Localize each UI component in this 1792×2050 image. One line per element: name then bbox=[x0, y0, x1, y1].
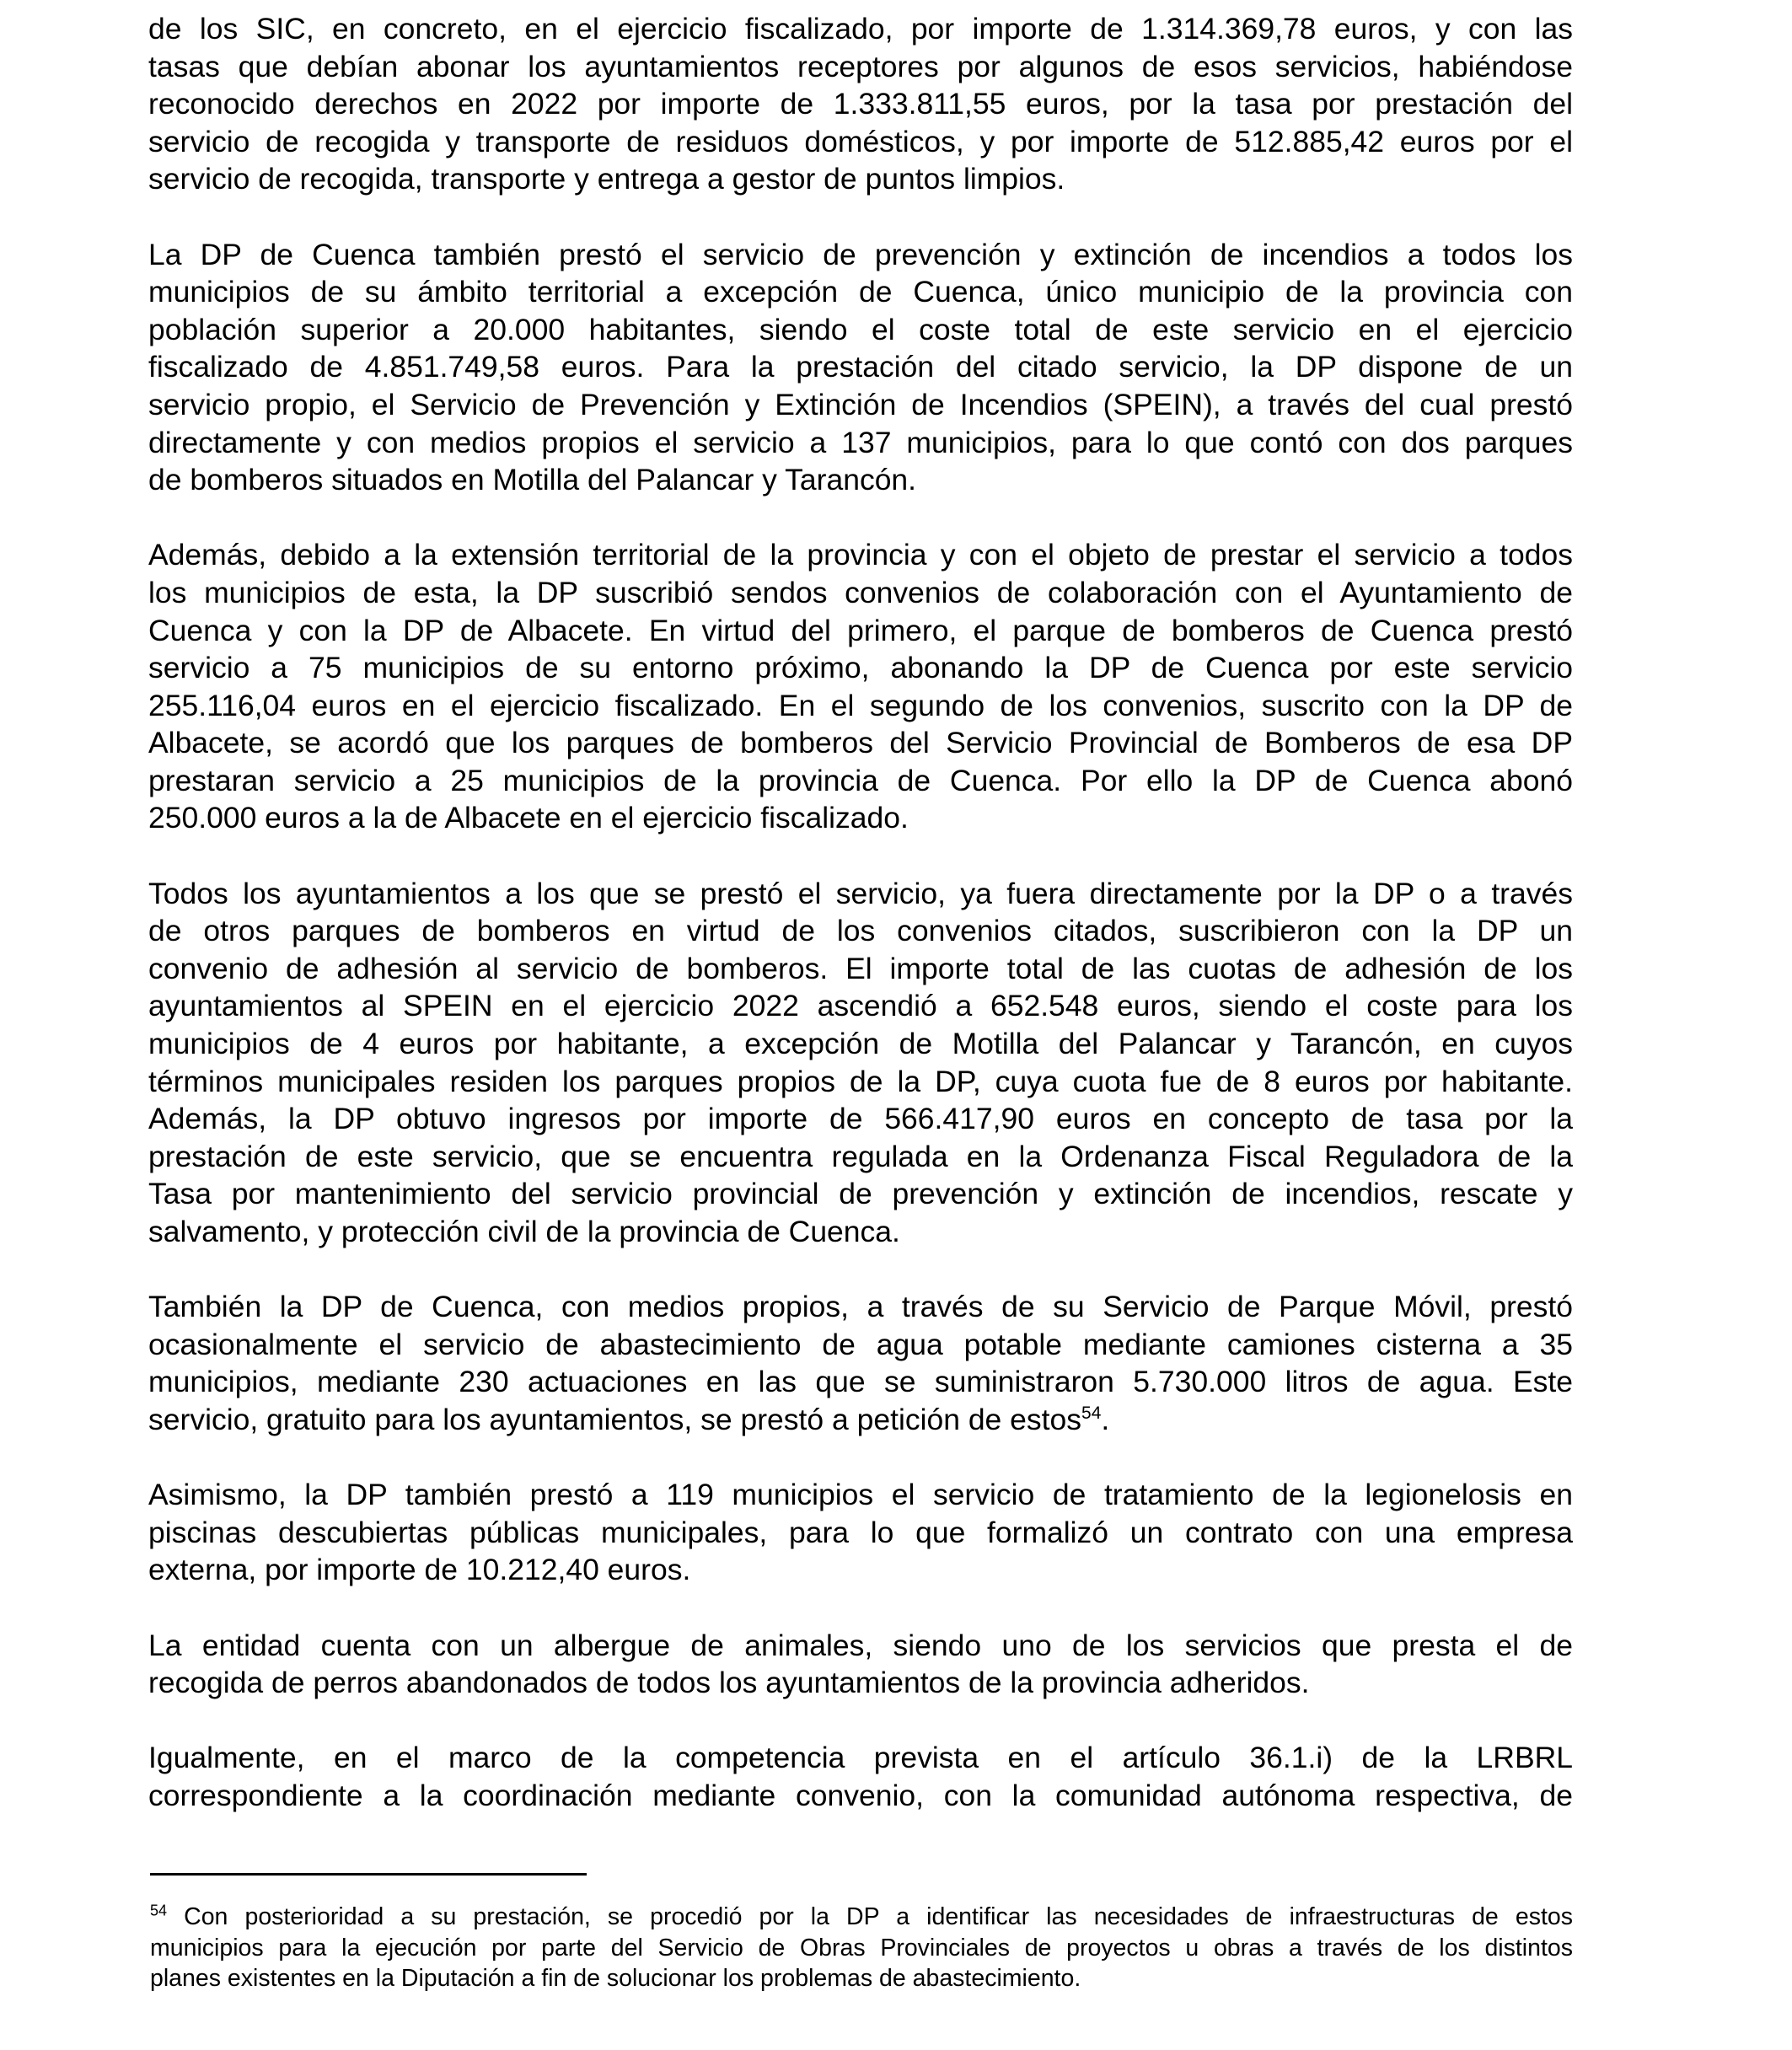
text-line: Albacete, se acordó que los parques de bomberos del Servicio Provincial de Bomberos de esa DP bbox=[148, 726, 1573, 760]
text-line: de otros parques de bomberos en virtud de los convenios citados, suscribieron con la DP un bbox=[148, 914, 1573, 948]
text-line: municipios, mediante 230 actuaciones en las que se suministraron 5.730.000 litros de agua. Este bbox=[148, 1365, 1573, 1399]
text-line: ocasionalmente el servicio de abastecimiento de agua potable mediante camiones cisterna a 35 bbox=[148, 1327, 1573, 1361]
footnote-line bbox=[150, 1902, 1573, 1933]
text-line: términos municipales residen los parques propios de la DP, cuya cuota fue de 8 euros por habitante. bbox=[148, 1064, 1573, 1098]
text-line: municipios de 4 euros por habitante, a excepción de Motilla del Palancar y Tarancón, en cuyos bbox=[148, 1027, 1573, 1061]
text-line: servicio de recogida, transporte y entrega a gestor de puntos limpios. bbox=[148, 162, 1065, 196]
line-text: . bbox=[1101, 1402, 1110, 1436]
footnote-reference: 54 bbox=[1081, 1403, 1102, 1424]
text-line: municipios de su ámbito territorial a excepción de Cuenca, único municipio de la provincia con bbox=[148, 275, 1573, 309]
footnote-number: 54 bbox=[150, 1902, 168, 1919]
paragraph bbox=[148, 536, 1573, 837]
footnote bbox=[150, 1902, 1573, 1994]
footnote-line: planes existentes en la Diputación a fin de solucionar los problemas de abastecimiento. bbox=[150, 1965, 1081, 1993]
paragraph bbox=[148, 1476, 1573, 1589]
text-line: prestaran servicio a 25 municipios de la provincia de Cuenca. Por ello la DP de Cuenca abonó bbox=[148, 763, 1573, 797]
document-body bbox=[148, 10, 1573, 1852]
text-line: fiscalizado de 4.851.749,58 euros. Para la prestación del citado servicio, la DP dispone de un bbox=[148, 350, 1573, 384]
text-line: 250.000 euros a la de Albacete en el ejercicio fiscalizado. bbox=[148, 801, 909, 835]
footnote-text: Con posterioridad a su prestación, se procedió por la DP a identificar las necesidades de infraestructuras de estos bbox=[167, 1903, 1573, 1930]
text-line: Tasa por mantenimiento del servicio provincial de prevención y extinción de incendios, rescate y bbox=[148, 1177, 1573, 1211]
text-line: Además, la DP obtuvo ingresos por importe de 566.417,90 euros en concepto de tasa por la bbox=[148, 1102, 1573, 1136]
text-line: población superior a 20.000 habitantes, siendo el coste total de este servicio en el ejercicio bbox=[148, 312, 1573, 346]
footnote-separator bbox=[150, 1873, 587, 1876]
paragraph bbox=[148, 1627, 1573, 1702]
text-line: salvamento, y protección civil de la provincia de Cuenca. bbox=[148, 1215, 900, 1248]
footnote-line: municipios para la ejecución por parte del Servicio de Obras Provinciales de proyectos u obras a través de los distintos bbox=[150, 1934, 1573, 1961]
text-line bbox=[148, 1401, 1573, 1439]
text-line: prestación de este servicio, que se encuentra regulada en la Ordenanza Fiscal Reguladora de la bbox=[148, 1139, 1573, 1173]
paragraph bbox=[148, 1739, 1573, 1814]
paragraph bbox=[148, 236, 1573, 499]
text-line: correspondiente a la coordinación mediante convenio, con la comunidad autónoma respectiva, de bbox=[148, 1778, 1573, 1812]
text-line: externa, por importe de 10.212,40 euros. bbox=[148, 1553, 691, 1587]
text-line: servicio a 75 municipios de su entorno próximo, abonando la DP de Cuenca por este servicio bbox=[148, 651, 1573, 685]
text-line: de los SIC, en concreto, en el ejercicio fiscalizado, por importe de 1.314.369,78 euros, y con las bbox=[148, 12, 1573, 46]
text-line: ayuntamientos al SPEIN en el ejercicio 2022 ascendió a 652.548 euros, siendo el coste para los bbox=[148, 989, 1573, 1023]
text-line: los municipios de esta, la DP suscribió sendos convenios de colaboración con el Ayuntamiento de bbox=[148, 575, 1573, 609]
text-line: servicio propio, el Servicio de Prevención y Extinción de Incendios (SPEIN), a través del cual prestó bbox=[148, 387, 1573, 421]
text-line: recogida de perros abandonados de todos los ayuntamientos de la provincia adheridos. bbox=[148, 1666, 1310, 1700]
text-line: Todos los ayuntamientos a los que se prestó el servicio, ya fuera directamente por la DP o a través bbox=[148, 876, 1573, 910]
paragraph bbox=[148, 875, 1573, 1251]
text-line: Cuenca y con la DP de Albacete. En virtud del primero, el parque de bomberos de Cuenca prestó bbox=[148, 613, 1573, 647]
text-line: La DP de Cuenca también prestó el servicio de prevención y extinción de incendios a todos los bbox=[148, 237, 1573, 271]
text-line: tasas que debían abonar los ayuntamientos receptores por algunos de esos servicios, habiéndose bbox=[148, 49, 1573, 83]
text-line: Asimismo, la DP también prestó a 119 municipios el servicio de tratamiento de la legionelosis en bbox=[148, 1478, 1573, 1512]
text-line: Igualmente, en el marco de la competencia prevista en el artículo 36.1.i) de la LRBRL bbox=[148, 1741, 1573, 1775]
line-text: servicio, gratuito para los ayuntamientos, se prestó a petición de estos bbox=[148, 1402, 1082, 1436]
text-line: 255.116,04 euros en el ejercicio fiscalizado. En el segundo de los convenios, suscrito con la DP de bbox=[148, 688, 1573, 722]
text-line: de bomberos situados en Motilla del Palancar y Tarancón. bbox=[148, 463, 917, 497]
text-line: Además, debido a la extensión territorial de la provincia y con el objeto de prestar el servicio a todos bbox=[148, 538, 1573, 572]
paragraph bbox=[148, 10, 1573, 198]
text-line: reconocido derechos en 2022 por importe de 1.333.811,55 euros, por la tasa por prestación del bbox=[148, 87, 1573, 121]
text-line: piscinas descubiertas públicas municipales, para lo que formalizó un contrato con una empresa bbox=[148, 1515, 1573, 1549]
text-line: La entidad cuenta con un albergue de animales, siendo uno de los servicios que presta el de bbox=[148, 1628, 1573, 1662]
text-line: convenio de adhesión al servicio de bomberos. El importe total de las cuotas de adhesión de los bbox=[148, 951, 1573, 985]
text-line: directamente y con medios propios el servicio a 137 municipios, para lo que contó con dos parques bbox=[148, 425, 1573, 459]
text-line: También la DP de Cuenca, con medios propios, a través de su Servicio de Parque Móvil, prestó bbox=[148, 1290, 1573, 1324]
text-line: servicio de recogida y transporte de residuos domésticos, y por importe de 512.885,42 euros por el bbox=[148, 124, 1573, 158]
paragraph bbox=[148, 1288, 1573, 1438]
